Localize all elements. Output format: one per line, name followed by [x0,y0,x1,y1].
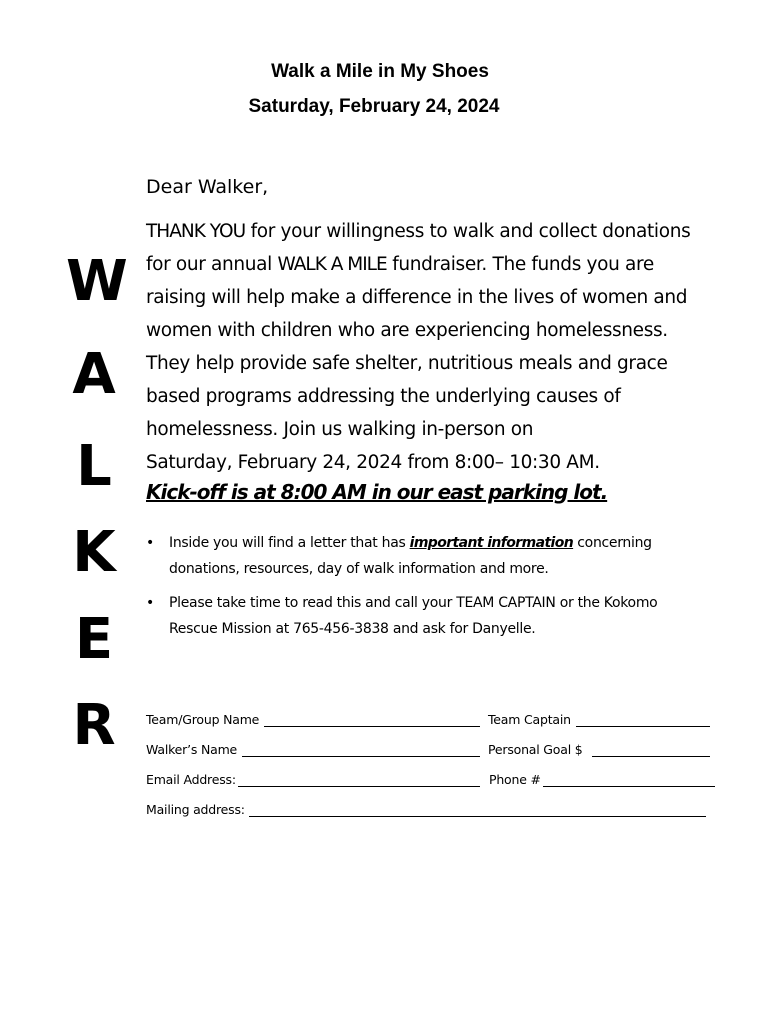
walker-letter-k: K [72,520,116,585]
walker-name-label: Walker’s Name [146,742,238,757]
bullet-dot-icon: • [146,535,154,551]
phone-label: Phone # [489,772,541,787]
team-captain-field[interactable] [576,712,710,727]
letter-line-6: based programs addressing the underlying causes of [146,386,621,407]
letter-line-3: raising will help make a difference in the lives of women and [146,287,688,308]
walker-letter-l: L [76,434,112,499]
salutation: Dear Walker, [146,176,269,198]
team-captain-label: Team Captain [488,712,571,727]
bullet-2-text: Please take time to read this and call your TEAM CAPTAIN or the Kokomo Rescue Mission at 765-456-3838 and ask for Danyelle. [169,595,658,637]
letter-line-2-start: for our annual [146,254,278,275]
mailing-address-field[interactable] [249,802,706,817]
thank-you-text: THANK YOU [146,221,246,242]
letter-line-2-rest: fundraiser. The funds you are [386,254,654,275]
walker-letter-r: R [72,693,116,758]
bullet-1-start: Inside you will find a letter that has [169,535,410,551]
walker-name-field[interactable] [242,742,480,757]
letter-line-1-rest: for your willingness to walk and collect donations [245,221,691,242]
phone-field[interactable] [543,772,715,787]
bullet-dot-icon: • [146,595,154,611]
letter-line-1 [146,215,746,248]
bullet-item-info [146,530,706,582]
important-information-text: important information [409,535,574,551]
walker-letter-w: W [66,249,128,314]
letter-line-7: homelessness. Join us walking in-person on [146,419,534,440]
team-name-field[interactable] [264,712,480,727]
personal-goal-label: Personal Goal $ [488,742,583,757]
walk-a-mile-text: WALK A MILE [277,254,387,275]
kickoff-notice: Kick-off is at 8:00 AM in our east parking lot. [146,480,608,504]
letter-line-5: They help provide safe shelter, nutritious meals and grace [146,353,668,374]
bullet-list [146,530,706,650]
email-field[interactable] [238,772,480,787]
letter-line-2 [146,248,746,281]
email-label: Email Address: [146,772,236,787]
bullet-1-rest: concerning donations, resources, day of walk information and more. [169,535,652,577]
mailing-address-label: Mailing address: [146,802,245,817]
letter-line-4: women with children who are experiencing homelessness. [146,320,668,341]
walker-letter-e: E [74,607,114,672]
team-name-label: Team/Group Name [146,712,260,727]
bullet-item-contact [146,590,706,642]
letter-body [146,215,746,479]
walker-letter-a: A [72,342,116,407]
personal-goal-field[interactable] [592,742,710,757]
event-title: Walk a Mile in My Shoes [271,61,489,82]
event-date: Saturday, February 24, 2024 [248,96,500,117]
letter-line-8: Saturday, February 24, 2024 from 8:00– 10:30 AM. [146,452,600,473]
